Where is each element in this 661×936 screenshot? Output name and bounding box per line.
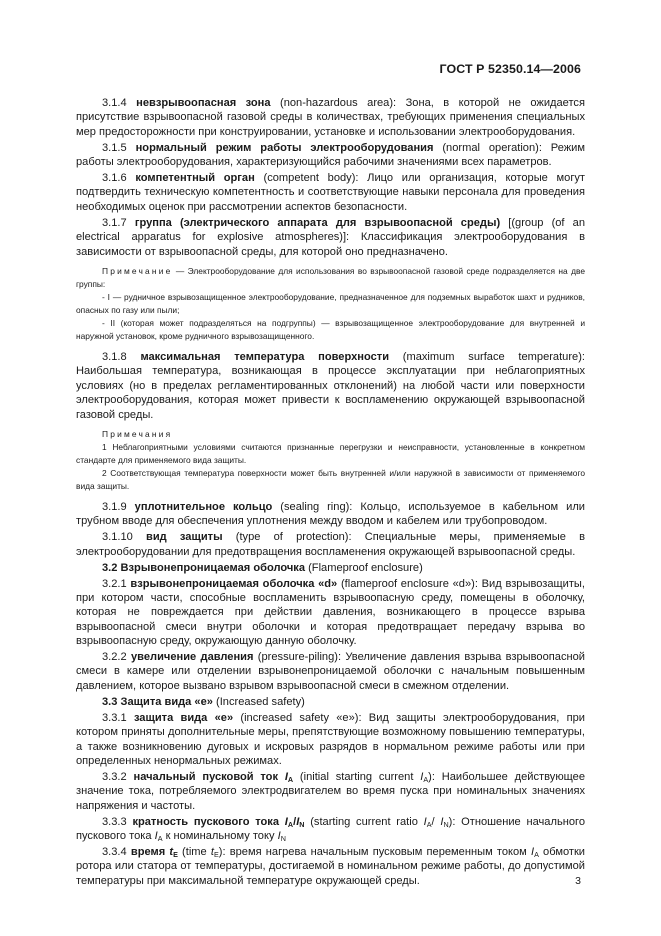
clause-term: группа (электрического аппарата для взрывоопасной среды) xyxy=(134,216,501,229)
section-3-2-heading xyxy=(76,561,585,575)
clause-term: невзрывоопасная зона xyxy=(136,97,271,109)
symbol: t xyxy=(210,845,214,858)
clause-text: (pressure-piling): Увеличение давления взрыва взрывоопасной смеси в камере или отделении взрывонепроницаемой оболочки с начальным повышенным давлением, которое вызвано взрывом взрывоопасной смеси в смежном отделении. xyxy=(76,651,585,692)
page-number: 3 xyxy=(575,875,581,887)
clause-term: время xyxy=(130,845,166,858)
symbol: I xyxy=(296,815,300,828)
clause-term: компетентный орган xyxy=(135,172,255,185)
note-text: Электрооборудование для использования во взрывоопасной газовой среде подразделяется на две группы: xyxy=(76,265,585,289)
document-number: ГОСТ Р 52350.14—2006 xyxy=(439,62,581,76)
clause-number: 3.1.10 xyxy=(102,531,133,544)
clause-3-2-2 xyxy=(76,650,585,693)
symbol: I xyxy=(530,845,535,858)
document-body xyxy=(76,96,585,890)
clause-number: 3.3.1 xyxy=(102,711,127,724)
note-line-1: - I — рудничное взрывозащищенное электрооборудование, предназначенное для подземных выработок шахт и рудников, опасных по газу или пыли; xyxy=(76,291,585,315)
clause-3-3-2 xyxy=(76,770,585,813)
clause-3-1-5 xyxy=(76,141,585,170)
clause-text: (competent body): Лицо или организация, которые могут подтвердить техническую компетентность и соответствующие навыки персонала для проведения необходимых оценок при рассмотрении аспектов безопасности. xyxy=(76,172,585,213)
note-line-2: - II (которая может подразделяться на подгруппы) — взрывозащищенное электрооборудование для внутренней и наружной установок, кроме рудничного взрывозащищенного. xyxy=(76,317,585,341)
symbol-sub: A xyxy=(426,819,432,829)
clause-3-2-1 xyxy=(76,577,585,649)
symbol-sub: A xyxy=(157,833,163,843)
clause-number: 3.2.2 xyxy=(102,651,127,664)
note-groups xyxy=(76,265,585,343)
clause-3-3-3 xyxy=(76,815,585,844)
symbol-sub: N xyxy=(299,819,305,829)
clause-number: 3.1.9 xyxy=(102,501,127,513)
clause-text: (flameproof enclosure «d»): Вид взрывозащиты, при котором части, способные воспламенить взрывоопасную среду, помещены в оболочку, которая не повреждается при действии давления, возникающего в процессе взрыва взрывоопасной смеси внутри оболочки и которая предотвращает передачу взрыва во взрывоопасную среду, окружающую данную оболочку. xyxy=(76,577,585,648)
section-title-en: (Flameproof enclosure) xyxy=(305,561,423,574)
clause-term: взрывонепроницаемая оболочка «d» xyxy=(130,577,338,590)
clause-text: (sealing ring): Кольцо, используемое в кабельном или трубном вводе для обеспечения уплотнения между вводом и кабелем или трубопроводом. xyxy=(76,501,586,528)
clause-number: 3.2.1 xyxy=(102,577,127,590)
clause-term: начальный пусковой ток xyxy=(133,770,279,783)
clause-3-1-6 xyxy=(76,171,585,214)
symbol-sub: N xyxy=(280,833,286,843)
symbol: I xyxy=(423,815,427,828)
clause-number: 3.3.2 xyxy=(102,770,127,783)
clause-3-3-4 xyxy=(76,845,585,888)
symbol-sub: E xyxy=(173,849,178,859)
note-item-1: 1 Неблагоприятными условиями считаются признанные перегрузки и неисправности, установленные в конкретном стандарте для применяемого вида защиты. xyxy=(76,442,585,465)
clause-term: увеличение давления xyxy=(131,651,254,664)
clause-3-1-10 xyxy=(76,530,585,559)
clause-text: (maximum surface temperature): Наибольшая температура, возникающая в процессе эксплуатации при неблагоприятных условиях (но в пределах регламентированных отклонений) на любой части или поверхности электрооборудования, которая может привести к воспламенению окружающей взрывоопасной газовой среды. xyxy=(76,350,585,421)
clause-text: (initial starting current xyxy=(293,770,421,783)
symbol: I xyxy=(440,815,444,828)
section-title: Взрывонепроницаемая оболочка xyxy=(120,561,306,574)
clause-3-3-1 xyxy=(76,711,585,769)
clause-text: обмотки ротора или статора от температуры, достигаемой в номинальном режиме работы, до допустимой температуры при максимальной температуре окружающей среды. xyxy=(76,845,586,887)
clause-3-1-8 xyxy=(76,350,585,422)
symbol: I xyxy=(284,770,288,783)
symbol-sub: E xyxy=(213,849,219,859)
section-number: 3.2 xyxy=(102,561,118,574)
clause-number: 3.1.5 xyxy=(102,141,127,154)
clause-term: вид защиты xyxy=(146,531,223,544)
section-title-en: (Increased safety) xyxy=(212,695,305,708)
clause-3-1-7 xyxy=(76,216,585,259)
clause-text: ): Отношение начального пускового тока xyxy=(76,815,585,842)
clause-term: кратность пускового тока xyxy=(132,815,280,828)
clause-number: 3.1.8 xyxy=(102,350,127,363)
symbol: I xyxy=(284,815,288,828)
clause-text: (time xyxy=(177,845,211,858)
note-label: Примечание xyxy=(102,265,173,276)
section-title: Защита вида «е» xyxy=(120,695,213,708)
symbol-slash: / xyxy=(431,815,441,828)
clause-term: защита вида «е» xyxy=(133,711,234,724)
symbol-sub: A xyxy=(423,774,429,784)
symbol: I xyxy=(277,829,281,842)
section-3-3-heading xyxy=(76,695,585,709)
note-line-0 xyxy=(76,265,585,291)
clause-text: (non-hazardous area): Зона, в которой не ожидается присутствие взрывоопасной газовой среды в количествах, требующих применения специальных мер предосторожности при конструировании, установке и использовании электрооборудования. xyxy=(76,97,585,138)
clause-3-1-4 xyxy=(76,96,585,139)
clause-text: ): Наибольшее действующее значение тока, потребляемого электродвигателем во время пуска при номинальных значениях напряжения и частоты. xyxy=(76,770,585,812)
clause-term: максимальная температура поверхности xyxy=(140,350,390,363)
symbol-slash: / xyxy=(293,815,297,828)
clause-number: 3.1.7 xyxy=(102,216,127,229)
note-item-2: 2 Соответствующая температура поверхности может быть внутренней и/или наружной в зависимости от применяемого вида защиты. xyxy=(76,468,585,491)
clause-number: 3.1.6 xyxy=(102,172,127,185)
symbol-sub: A xyxy=(534,849,539,859)
clause-3-1-9 xyxy=(76,500,585,529)
clause-number: 3.3.4 xyxy=(102,845,127,858)
clause-text: (normal operation): Режим работы электрооборудования, характеризующийся рабочими значениями всех параметров. xyxy=(76,141,585,169)
notes-temperature xyxy=(76,428,585,493)
clause-text: [(group (of an electrical apparatus for explosive atmospheres)]: Классификация электрооборудования в зависимости от взрывоопасной среды, для которой оно предназначено. xyxy=(76,216,586,258)
clause-text: (type of protection): Специальные меры, применяемые в электрооборудовании для предотвращения воспламенения окружающей взрывоопасной среды. xyxy=(76,531,585,558)
symbol-sub: N xyxy=(443,819,449,829)
clause-text: (increased safety «е»): Вид защиты электрооборудования, при котором приняты дополнительные меры, препятствующие возможному повышению температуры, а также возникновению дуговых и искровых разрядов в нормальном режиме работы или при определенных ненормальных режимах. xyxy=(76,711,585,767)
clause-number: 3.1.4 xyxy=(102,97,127,109)
clause-text: ): время нагрева начальным пусковым переменным током xyxy=(218,845,531,858)
clause-text: к номинальному току xyxy=(162,829,278,842)
clause-number: 3.3.3 xyxy=(102,815,127,828)
notes-label xyxy=(76,428,585,441)
symbol-sub: A xyxy=(287,819,294,829)
section-number: 3.3 xyxy=(102,695,118,708)
symbol: t xyxy=(169,845,174,858)
symbol-sub: A xyxy=(287,774,294,784)
symbol: I xyxy=(420,770,424,783)
clause-term: нормальный режим работы электрооборудования xyxy=(135,141,434,154)
note-dash: — xyxy=(172,265,188,276)
clause-text: (starting current ratio xyxy=(304,815,424,828)
symbol: I xyxy=(154,829,158,842)
clause-term: уплотнительное кольцо xyxy=(134,501,273,513)
notes-label-text: Примечания xyxy=(102,429,173,439)
